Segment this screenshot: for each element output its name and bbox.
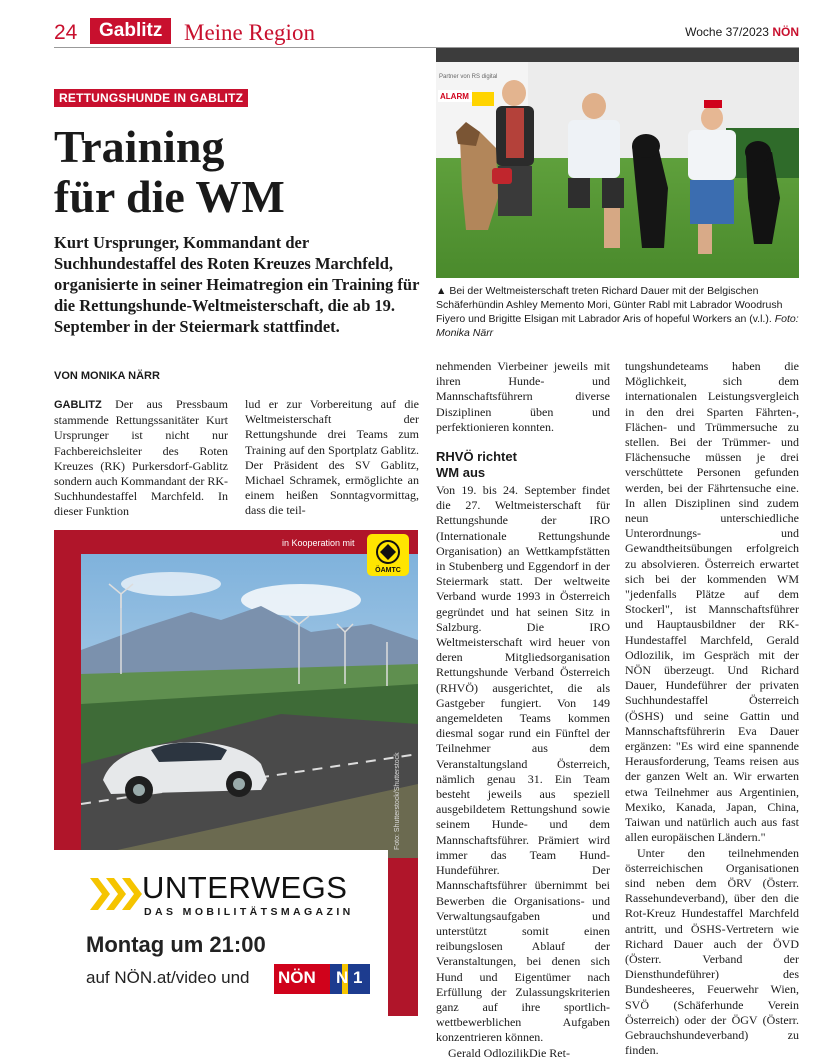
ad-airtime: Montag um 21:00 [86,932,266,957]
issue-week: Woche 37/2023 [685,25,769,39]
dateline: GABLITZ [54,399,102,411]
advertisement[interactable] [54,530,418,1016]
caption-text: Bei der Weltmeisterschaft treten Richard Dauer mit der Belgischen Schäferhündin Ashley Memento Mori, Günter Rabl mit Labrador Woodrush Fiyero und Brigitte Elsigan mit Labrador Aris of hopeful Workers an (v.l.). [436,285,783,325]
non-logo-text: NÖN [278,968,316,987]
cooperation-label: in Kooperation mit [282,538,355,548]
body-text-col3-p2: Von 19. bis 24. September findet die 27. Weltmeisterschaft für Rettungshunde der IRO (Internationale Rettungshunde Organisation) an Wettkampfstätten in Stubenberg und Eggendorf in der Steiermark statt. Der weltweite Verband wurde 1993 in Österreich gegründet und hat seinen Sitz in Salzburg. Die IRO Weltmeisterschaft wird heuer von deren Mitgliedsorganisation Rettungshunde Verband Österreich (RHVÖ) ausgerichtet, die als Gastgeber fungiert. Von 149 angemeldeten Teams kommen diesmal sogar rund ein Fünftel der Teilnehmer aus dem Veranstaltungsland Österreich, nämlich genau 31. Ein Team besteht jeweils aus speziell ausgebildetem Rettungshund sowie seinem Hunde- und dem Mannschaftsführer. Prämiert wird immer das Team Hund-Hundeführer. Der Mannschaftsführer übernimmt bei Bewerben die Organisations- und Verwaltungsaufgaben und unterstützt somit einen reibungslosen Ablauf der Veranstaltungen, bei denen sich Hund und Eigentümer nach Erfüllung der Zulassungskriterien ganz auf ihre sportlich-wettbewerblichen Aufgaben konzentrieren können. [436,483,610,1045]
chevron-icon [90,874,144,914]
ad-text-box [54,850,388,1016]
banner-text: Partner von RS digital [439,74,498,80]
page-header [54,14,799,48]
issue-info [685,25,799,39]
body-text-col1: Der aus Pressbaum stammende Rettungssanitäter Kurt Ursprunger ist nicht nur Fachbereichsleiter des Roten Kreuzes (RK) Purkersdorf-Gablitz sondern auch Kommandant der RK-Suchhundestaffel Marchfeld. In dieser Funktion [54,397,229,519]
body-column-4 [625,359,799,1058]
section-title: Meine Region [184,20,315,45]
page-number: 24 [54,21,78,44]
body-text-col4-p2: Unter den teilnehmenden österreichischen Organisationen sind neben dem ÖRV (Österr. Rassehundeverband), über den die Rot-Kreuz Hundestaffel Marchfeld antritt, und ÖSHS-Vertretern wie Richard Dauer auch der ÖVD (Österr. Verband der Diensthundeführer) des Bundesheeres, Feuerwehr Wien, SVÖ (Schäferhunde Verein Österreich) oder der ÖGV (Österr. Gebrauchshundeverband) zu finden. [625,845,799,1058]
body-text-col3-p3: Gerald OdlozilikDie Ret- [448,1045,570,1060]
ad-photo [81,554,418,858]
photo-caption [436,284,799,340]
body-text-col3-p1: nehmenden Vierbeiner jeweils mit ihren Hunde- und Mannschaftsführern diverse Disziplinen üben und perfektionieren konnten. [436,359,610,434]
body-column-1 [54,397,228,520]
non-n1-logo [274,964,370,994]
ad-channel: auf NÖN.at/video und [86,968,250,987]
article-photo [436,48,799,278]
region-tag: Gablitz [90,18,171,44]
body-text-col2: lud er zur Vorbereitung auf die Weltmeisterschaft der Rettungshunde drei Teams zum Training auf den Sportplatz Gablitz. Der Präsident des SV Gablitz, Michael Schramek, ermöglichte an einem heißen Sonntagvormittag, dass die teil- [245,397,419,518]
byline: VON MONIKA NÄRR [54,370,160,382]
subheading-line-1: RHVÖ richtet [436,449,517,465]
brand-name: NÖN [772,25,799,39]
subheading [436,449,610,481]
body-column-3 [436,359,610,1061]
body-column-2 [245,397,419,519]
lead-paragraph: Kurt Ursprunger, Kommandant der Suchhundestaffel des Roten Kreuzes Marchfeld, organisierte in seiner Heimatregion ein Training für die Rettungshunde-Weltmeisterschaft, die ab 19. September in der Steiermark stattfindet. [54,233,420,336]
caption-arrow-icon: ▲ [436,285,447,297]
body-text-col4-p1: tungshundeteams haben die Möglichkeit, sich dem internationalen Leistungsvergleich in den drei Sparten Fährten-, Flächen- und Trümmersuche zu stellen. Bei der Trümmer- und Flächensuche müssen je drei verschüttete Personen gefunden werden, bei der Fährtensuche eine. In allen Disziplinen sind zudem neun unterschiedliche Unterordnungs- und Gewandtheitsübungen erfolgreich zu absolvieren. Österreich erwartet sich bei der kommenden WM "jedenfalls Plätze auf dem Stockerl", ist Mannschaftsführer und Hauptausbildner der RK-Hundestaffel Marchfeld, Gerald Odlozilik, im Gespräch mit der NÖN überzeugt. Und Richard Dauer, Hundeführer der privaten Suchhundestaffel Österreich (ÖSHS) und seine Gattin und Mannschaftsführerin Eva Dauer ergänzen: "Es wird eine spannende Herausforderung, Teams reisen aus der ganzen Welt an. Wir erwarten etwa Teilnehmer aus Argentinien, Mexiko, Kanada, Japan, China, Taiwan und natürlich auch aus fast allen europäischen Ländern." [625,359,799,845]
team-photo-illustration [436,48,799,278]
oamtc-logo [367,534,409,576]
ad-title: UNTERWEGS [142,870,348,905]
headline-line-1: Training [54,121,225,172]
tesla-road-illustration [81,554,418,858]
banner-brand: ALARM [440,92,469,101]
n1-logo-text: N 1 [336,968,363,987]
subheading-line-2: WM aus [436,465,486,481]
headline-line-2: für die WM [54,171,285,222]
kicker: RETTUNGSHUNDE IN GABLITZ [54,89,248,107]
ad-subtitle: DAS MOBILITÄTSMAGAZIN [144,906,354,918]
ad-photo-credit: Foto: Shutterstock/Shutterstock [394,752,401,850]
headline [54,122,424,222]
oamtc-logo-text: ÖAMTC [375,567,401,574]
photo-credit: Foto: Monika Närr [436,313,799,339]
